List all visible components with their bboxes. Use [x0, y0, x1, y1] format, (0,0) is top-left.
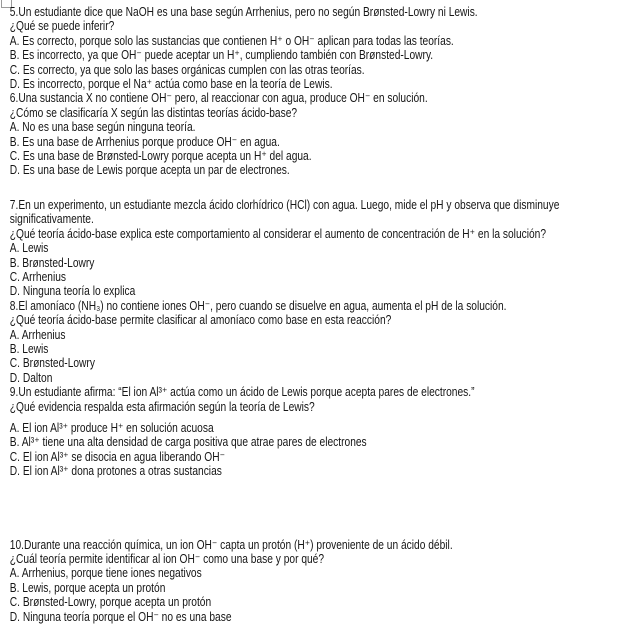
question-prompt-line: ¿Qué teoría ácido-base permite clasificar al amoníaco como base en esta reacción? [9, 313, 392, 328]
question-prompt-line: 7.En un experimento, un estudiante mezcla ácido clorhídrico (HCl) con agua. Luego, mide el pH y observa que disminuye [9, 197, 560, 212]
option-c: C. Brønsted-Lowry [9, 356, 95, 371]
option-c: C. Brønsted-Lowry, porque acepta un protón [9, 595, 212, 610]
option-c: C. Es correcto, ya que solo las bases orgánicas cumplen con las otras teorías. [9, 62, 365, 77]
option-d: D. Es una base de Lewis porque acepta un par de electrones. [9, 163, 290, 178]
question-8 [10, 299, 621, 385]
option-c: C. El ion Al³⁺ se disocia en agua liberando OH⁻ [9, 449, 225, 464]
option-a: A. Arrhenius [9, 327, 66, 342]
option-b: B. Lewis [9, 341, 49, 356]
option-a: A. Arrhenius, porque tiene iones negativos [9, 566, 202, 581]
option-b: B. Lewis, porque acepta un protón [9, 580, 166, 595]
question-prompt-line: ¿Cuál teoría permite identificar al ion OH⁻ como una base y por qué? [9, 552, 325, 566]
question-prompt-line: ¿Qué teoría ácido-base explica este comportamiento al considerar el aumento de concentración de H⁺ en la solución? [9, 226, 547, 241]
question-prompt-line: 9.Un estudiante afirma: “El ion Al³⁺ actúa como un ácido de Lewis porque acepta pares de electrones.” [9, 385, 475, 400]
question-prompt-line: significativamente. [9, 212, 94, 227]
option-a: A. No es una base según ninguna teoría. [9, 120, 196, 135]
question-prompt-line: ¿Qué se puede inferir? [9, 19, 115, 34]
option-b: B. Brønsted-Lowry [9, 255, 95, 270]
option-d: D. Ninguna teoría porque el OH⁻ no es una base [9, 609, 232, 624]
question-5 [10, 5, 621, 91]
option-d: D. Es incorrecto, porque el Na⁺ actúa como base en la teoría de Lewis. [9, 77, 333, 92]
option-b: B. Al³⁺ tiene una alta densidad de carga positiva que atrae pares de electrones [9, 435, 367, 450]
option-a: A. Es correcto, porque solo las sustancias que contienen H⁺ o OH⁻ aplican para todas las teorías. [9, 33, 454, 48]
question-10 [10, 538, 621, 624]
question-7 [10, 198, 621, 299]
question-prompt-line: ¿Qué evidencia respalda esta afirmación según la teoría de Lewis? [9, 399, 315, 414]
question-9-options [10, 421, 621, 479]
option-d: D. Dalton [9, 370, 53, 385]
option-b: B. Es incorrecto, ya que OH⁻ puede aceptar un H⁺, cumpliendo también con Brønsted-Lowry. [9, 48, 434, 63]
question-6 [10, 91, 621, 177]
question-9 [10, 385, 621, 478]
option-d: D. El ion Al³⁺ dona protones a otras sustancias [9, 464, 222, 479]
option-c: C. Arrhenius [9, 269, 67, 284]
option-b: B. Es una base de Arrhenius porque produce OH⁻ en agua. [9, 134, 280, 149]
question-prompt-line: ¿Cómo se clasificaría X según las distintas teorías ácido-base? [9, 105, 298, 120]
question-prompt-line: 8.El amoníaco (NH₃) no contiene iones OH⁻, pero cuando se disuelve en agua, aumenta el pH de la solución. [9, 298, 507, 313]
question-prompt-line: 6.Una sustancia X no contiene OH⁻ pero, al reaccionar con agua, produce OH⁻ en solución. [9, 91, 428, 106]
option-a: A. El ion Al³⁺ produce H⁺ en solución acuosa [9, 420, 214, 435]
question-prompt-line: 10.Durante una reacción química, un ion OH⁻ capta un protón (H⁺) proveniente de un ácido débil. [9, 537, 453, 552]
question-prompt-line: 5.Un estudiante dice que NaOH es una base según Arrhenius, pero no según Brønsted-Lowry ni Lewis. [9, 5, 478, 19]
option-c: C. Es una base de Brønsted-Lowry porque acepta un H⁺ del agua. [9, 149, 312, 164]
option-a: A. Lewis [9, 241, 49, 256]
option-d: D. Ninguna teoría lo explica [9, 284, 136, 299]
